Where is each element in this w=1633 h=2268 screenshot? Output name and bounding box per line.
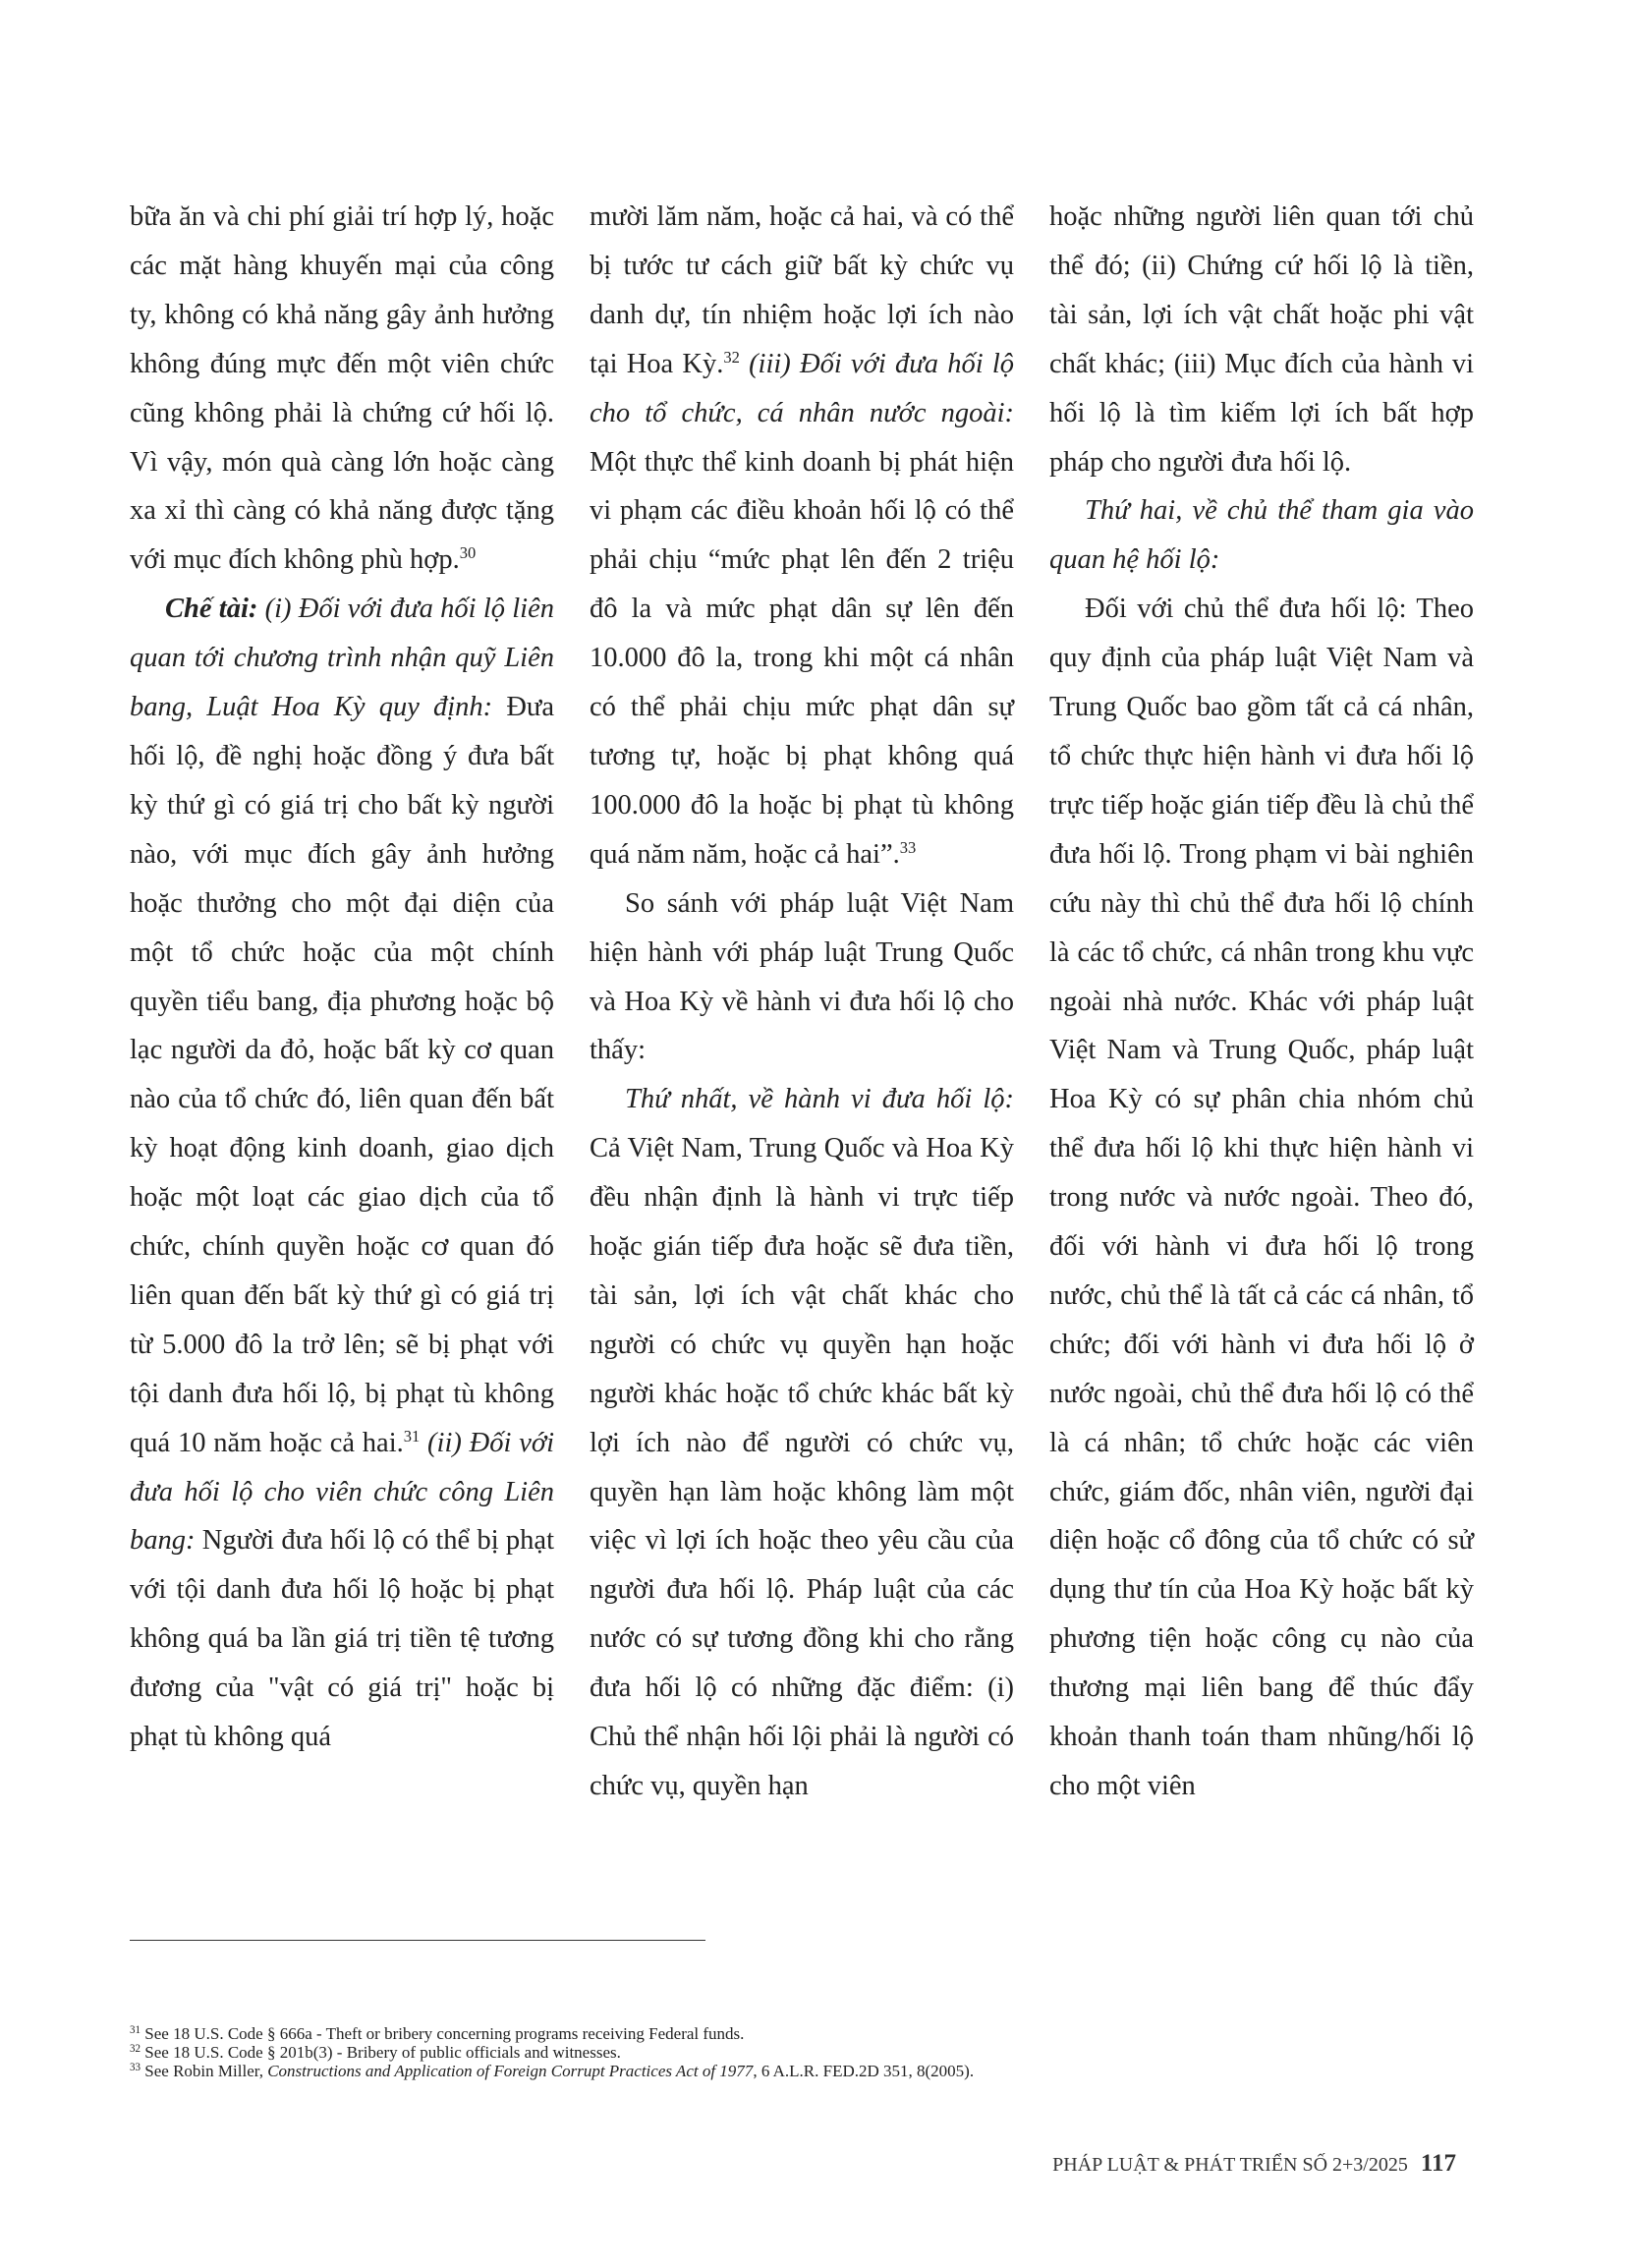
italic-run: (iii) Đối với đưa hối lộ cho tổ chức, cá nhân nước ngoài: [590,348,1014,428]
text-column-2 [590,193,1014,1811]
text-run: Đối với chủ thể đưa hối lộ: Theo quy định của pháp luật Việt Nam và Trung Quốc bao gồm tất cả cá nhân, tổ chức thực hiện hành vi đưa hối lộ trực tiếp hoặc gián tiếp đều là chủ thể đưa hối lộ. Trong phạm vi bài nghiên cứu này thì chủ thể đưa hối lộ chính là các tổ chức, cá nhân trong khu vực ngoài nhà nước. Khác với pháp luật Việt Nam và Trung Quốc, pháp luật Hoa Kỳ có sự phân chia nhóm chủ thể đưa hối lộ khi thực hiện hành vi trong nước và nước ngoài. Theo đó, đối với hành vi đưa hối lộ trong nước, chủ thể là tất cả các cá nhân, tổ chức; đối với hành vi đưa hối lộ ở nước ngoài, chủ thể đưa hối lộ có thể là cá nhân; tổ chức hoặc các viên chức, giám đốc, nhân viên, người đại diện hoặc cổ đông của tổ chức có sử dụng thư tín của Hoa Kỳ hoặc bất kỳ phương tiện hoặc công cụ nào của thương mại liên bang để thúc đẩy khoản thanh toán tham nhũng/hối lộ cho một viên [1049,594,1474,1801]
text-run: So sánh với pháp luật Việt Nam hiện hành với pháp luật Trung Quốc và Hoa Kỳ về hành vi đưa hối lộ cho thấy: [590,887,1014,1066]
footnote-number: 31 [130,2023,141,2036]
footnotes [130,2024,1505,2080]
bold-italic-run: Chế tài: [165,594,258,625]
text-run: hoặc những người liên quan tới chủ thể đó; (ii) Chứng cứ hối lộ là tiền, tài sản, lợi ích vật chất hoặc phi vật chất khác; (iii) Mục đích của hành vi hối lộ là tìm kiếm lợi ích bất hợp pháp cho người đưa hối lộ. [1049,201,1474,478]
footnote-divider [130,1940,705,1941]
text-run: mười lăm năm, hoặc cả hai, và có thể bị tước tư cách giữ bất kỳ chức vụ danh dự, tín nhiệm hoặc lợi ích nào tại Hoa Kỳ. [590,201,1014,379]
paragraph [590,879,1014,1076]
italic-run: Thứ hai, về chủ thể tham gia vào quan hệ hối lộ: [1049,495,1474,576]
paragraph [130,585,554,1762]
paragraph [1049,193,1474,486]
text-run: Người đưa hối lộ có thể bị phạt với tội danh đưa hối lộ hoặc bị phạt không quá ba lần giá trị tiền tệ tương đương của "vật có giá trị" hoặc bị phạt tù không quá [130,1525,554,1753]
italic-run: (i) Đối với đưa hối lộ liên quan tới chương trình nhận quỹ Liên bang, Luật Hoa Kỳ quy định: [130,594,554,723]
footnote-ref: 32 [723,347,740,367]
footnote-text: , 6 A.L.R. FED.2D 351, 8(2005). [753,2062,975,2080]
footnote-number: 33 [130,2061,141,2073]
page-number: 117 [1420,2150,1456,2177]
footnote-citation-title: Constructions and Application of Foreign Corrupt Practices Act of 1977 [267,2062,754,2080]
footnote-33 [130,2062,1505,2080]
footnote-32 [130,2043,1505,2062]
footnote-text: See Robin Miller, [144,2062,268,2080]
text-column-1 [130,193,554,1762]
running-footer [1052,2150,1456,2178]
journal-name: PHÁP LUẬT & PHÁT TRIỂN SỐ 2+3/2025 [1052,2154,1408,2176]
text-run: Một thực thể kinh doanh bị phát hiện vi phạm các điều khoản hối lộ có thể phải chịu “mức phạt lên đến 2 triệu đô la và mức phạt dân sự lên đến 10.000 đô la, trong khi một cá nhân có thể phải chịu mức phạt dân sự tương tự, hoặc bị phạt không quá 100.000 đô la hoặc bị phạt tù không quá năm năm, hoặc cả hai”. [590,446,1014,870]
footnote-text: See 18 U.S. Code § 666a - Theft or bribery concerning programs receiving Federal funds. [144,2024,745,2043]
paragraph [590,1075,1014,1811]
text-column-3 [1049,193,1474,1811]
italic-run: Thứ nhất, về hành vi đưa hối lộ: [625,1084,1014,1115]
footnote-ref: 30 [459,543,477,563]
footnote-ref: 33 [899,837,917,857]
footnote-text: See 18 U.S. Code § 201b(3) - Bribery of public officials and witnesses. [144,2043,621,2062]
italic-run: (ii) Đối với đưa hối lộ cho viên chức công Liên bang: [130,1427,554,1557]
text-run: Cả Việt Nam, Trung Quốc và Hoa Kỳ đều nhận định là hành vi trực tiếp hoặc gián tiếp đưa hoặc sẽ đưa tiền, tài sản, lợi ích vật chất khác cho người có chức vụ quyền hạn hoặc người khác hoặc tổ chức khác bất kỳ lợi ích nào để người có chức vụ, quyền hạn làm hoặc không làm một việc vì lợi ích hoặc theo yêu cầu của người đưa hối lộ. Pháp luật của các nước có sự tương đồng khi cho rằng đưa hối lộ có những đặc điểm: (i) Chủ thể nhận hối lội phải là người có chức vụ, quyền hạn [590,1133,1014,1801]
footnote-number: 32 [130,2042,141,2055]
text-run: Đưa hối lộ, đề nghị hoặc đồng ý đưa bất kỳ thứ gì có giá trị cho bất kỳ người nào, với mục đích gây ảnh hưởng hoặc thưởng cho một đại diện của một tổ chức hoặc của một chính quyền tiểu bang, địa phương hoặc bộ lạc người da đỏ, hoặc bất kỳ cơ quan nào của tổ chức đó, liên quan đến bất kỳ hoạt động kinh doanh, giao dịch hoặc một loạt các giao dịch của tổ chức, chính quyền hoặc cơ quan đó liên quan đến bất kỳ thứ gì có giá trị từ 5.000 đô la trở lên; sẽ bị phạt với tội danh đưa hối lộ, bị phạt tù không quá 10 năm hoặc cả hai. [130,692,554,1458]
text-run: bữa ăn và chi phí giải trí hợp lý, hoặc các mặt hàng khuyến mại của công ty, không có khả năng gây ảnh hưởng không đúng mực đến một viên chức cũng không phải là chứng cứ hối lộ. Vì vậy, món quà càng lớn hoặc càng xa xỉ thì càng có khả năng được tặng với mục đích không phù hợp. [130,201,554,576]
paragraph [130,193,554,585]
paragraph [590,193,1014,879]
footnote-31 [130,2024,1505,2043]
paragraph [1049,486,1474,585]
paragraph [1049,585,1474,1811]
footnote-ref: 31 [403,1426,421,1446]
